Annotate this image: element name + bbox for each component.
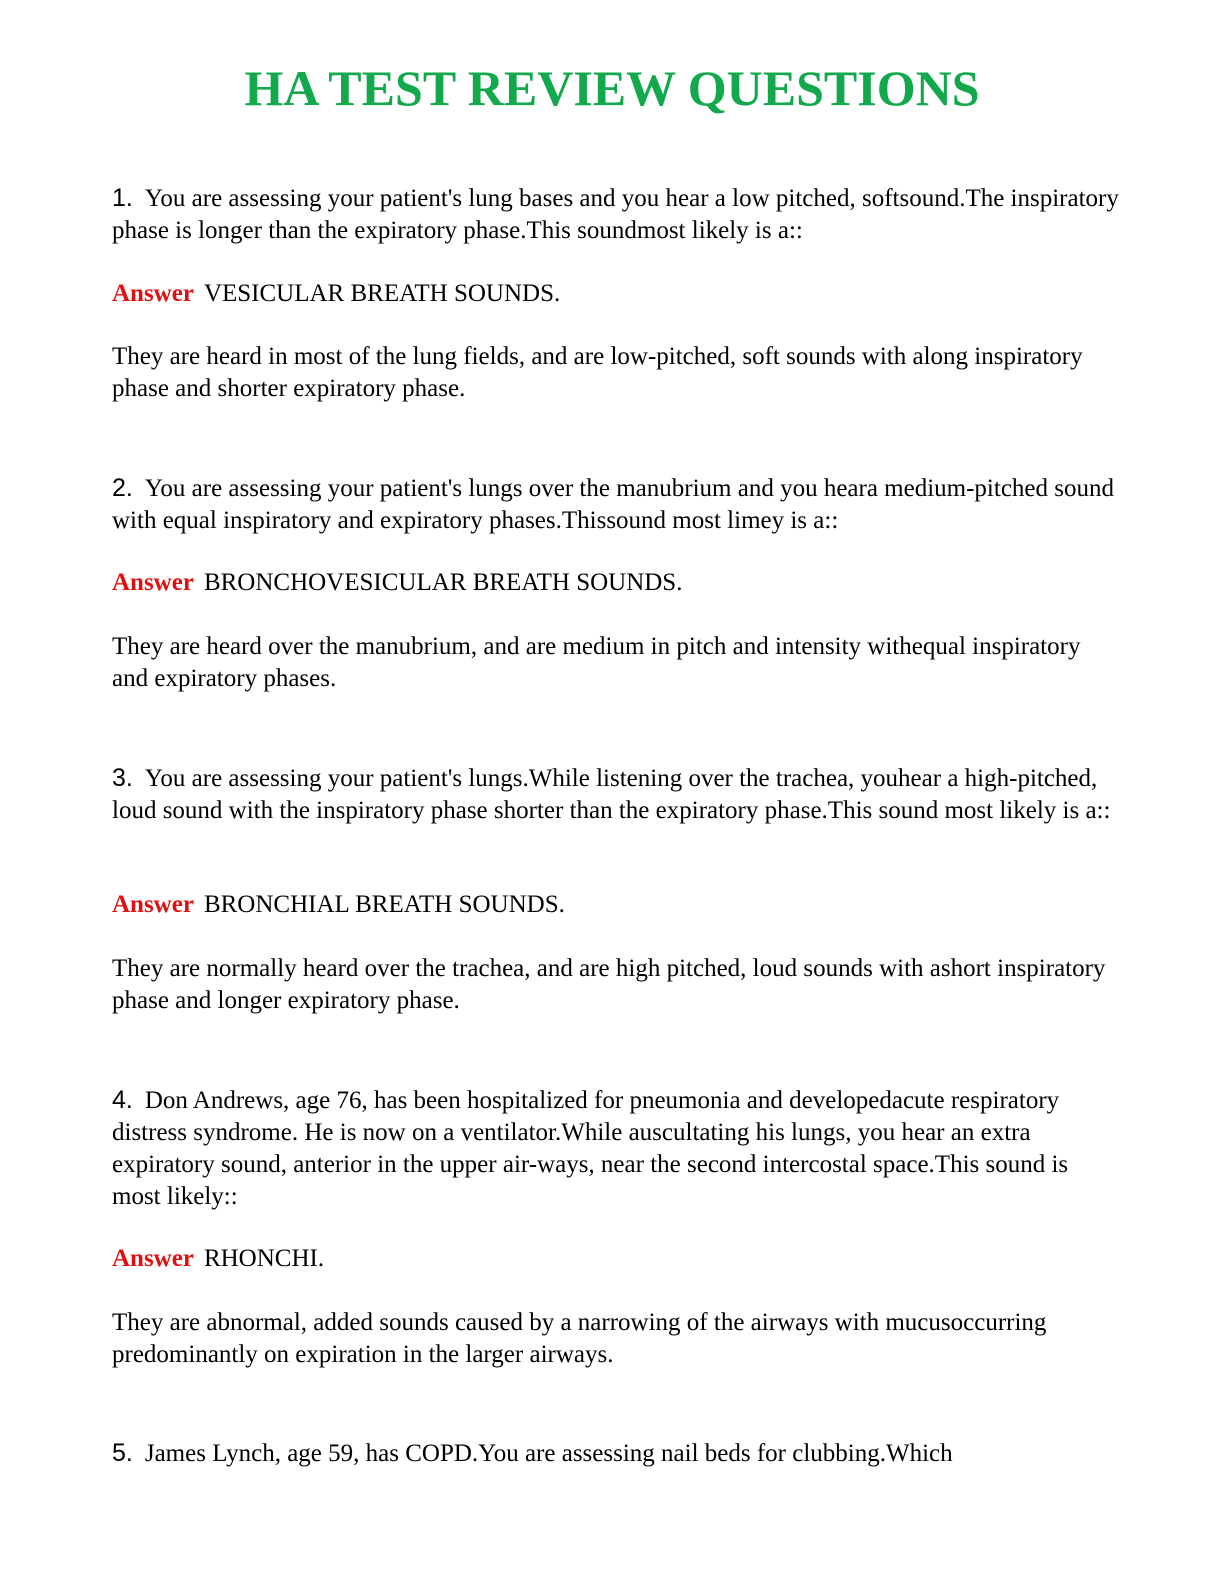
question-number: 2. [112, 474, 133, 502]
question-text [112, 762, 1122, 827]
question-text [112, 472, 1122, 537]
page-title: HA TEST REVIEW QUESTIONS [244, 60, 980, 116]
question-text [112, 182, 1122, 247]
question-number: 4. [112, 1086, 133, 1114]
question-number: 1. [112, 184, 133, 212]
answer-label: Answer [112, 280, 194, 307]
answer-text: RHONCHI. [203, 1245, 325, 1272]
question-body: Don Andrews, age 76, has been hospitalized for pneumonia and developedacute respiratory distress syndrome. He is now on a ventilator.While auscultating his lungs, you hear an extra expiratory sound, anterior in the upper air-ways, near the second intercostal space.This sound is most likely:: [112, 1087, 1069, 1210]
question-number: 5. [112, 1439, 133, 1467]
answer-explanation: They are heard in most of the lung fields, and are low-pitched, soft sounds with along inspiratory phase and shorter expiratory phase. [112, 343, 1083, 402]
question-text [112, 1437, 1122, 1470]
question-body: You are assessing your patient's lung bases and you hear a low pitched, softsound.The inspiratory phase is longer than the expiratory phase.This soundmost likely is a:: [112, 185, 1119, 244]
answer-line [112, 278, 1122, 310]
question-number: 3. [112, 764, 133, 792]
answer-explanation: They are abnormal, added sounds caused by a narrowing of the airways with mucusoccurring predominantly on expiration in the larger airways. [112, 1309, 1047, 1368]
answer-line [112, 889, 1122, 921]
question-text [112, 1084, 1122, 1213]
answer-text: VESICULAR BREATH SOUNDS. [203, 280, 561, 307]
question-body: James Lynch, age 59, has COPD.You are assessing nail beds for clubbing.Which [144, 1440, 953, 1467]
answer-text: BRONCHOVESICULAR BREATH SOUNDS. [203, 569, 683, 596]
question-body: You are assessing your patient's lungs.While listening over the trachea, youhear a high-pitched, loud sound with the inspiratory phase shorter than the expiratory phase.This sound most likely is a:: [112, 765, 1111, 824]
answer-label: Answer [112, 569, 194, 596]
answer-line [112, 567, 1122, 599]
answer-text: BRONCHIAL BREATH SOUNDS. [203, 891, 565, 918]
answer-line [112, 1243, 1122, 1275]
answer-label: Answer [112, 891, 194, 918]
question-body: You are assessing your patient's lungs over the manubrium and you heara medium-pitched sound with equal inspiratory and expiratory phases.Thissound most limey is a:: [112, 475, 1114, 534]
answer-label: Answer [112, 1245, 194, 1272]
answer-explanation: They are heard over the manubrium, and are medium in pitch and intensity withequal inspiratory and expiratory phases. [112, 633, 1081, 692]
answer-explanation: They are normally heard over the trachea, and are high pitched, loud sounds with ashort inspiratory phase and longer expiratory phase. [112, 955, 1106, 1014]
